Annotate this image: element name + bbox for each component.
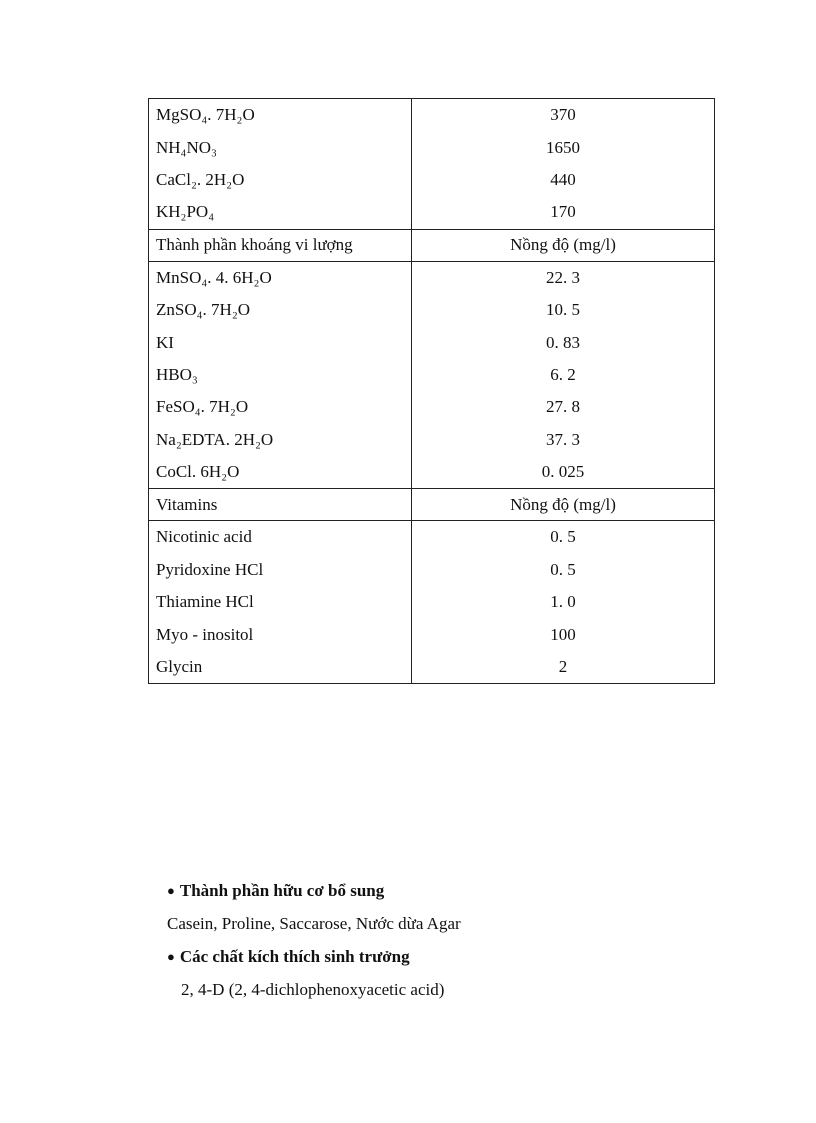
concentration-value: 0. 025	[541, 462, 585, 482]
table-row	[149, 164, 714, 196]
table-row	[149, 262, 714, 294]
concentration-value: 100	[550, 624, 576, 644]
growth-heading	[167, 941, 727, 973]
concentration-value: 27. 8	[546, 397, 580, 417]
concentration-value: 1650	[546, 137, 580, 157]
concentration-value: 1. 0	[550, 592, 576, 612]
compound-name: CoCl. 6H₂O	[149, 456, 412, 488]
compound-name: FeSO₄. 7H₂O	[149, 391, 412, 423]
nutrient-table	[148, 98, 715, 684]
organic-text: Casein, Proline, Saccarose, Nước dừa Agar	[167, 914, 461, 933]
unit-label: Nồng độ (mg/l)	[510, 494, 616, 514]
concentration-value: 170	[550, 202, 576, 222]
vitamin-section	[149, 520, 714, 683]
bullet-icon: ●	[167, 883, 175, 898]
compound-name: HBO₃	[149, 359, 412, 391]
compound-name: CaCl₂. 2H₂O	[149, 164, 412, 196]
table-row	[149, 99, 714, 131]
compound-name: ZnSO₄. 7H₂O	[149, 294, 412, 326]
organic-heading-text: Thành phần hữu cơ bổ sung	[179, 881, 385, 900]
table-row	[149, 586, 714, 618]
table-row	[149, 294, 714, 326]
compound-name: Thiamine HCl	[149, 586, 412, 618]
table-row	[149, 651, 714, 683]
table-header-row	[149, 489, 714, 520]
table-row	[149, 326, 714, 358]
table-row	[149, 521, 714, 553]
section-label: Thành phần khoáng vi lượng	[149, 230, 412, 261]
micro-section	[149, 261, 714, 489]
table-row	[149, 554, 714, 586]
organic-heading	[167, 875, 727, 907]
concentration-value: 37. 3	[546, 429, 580, 449]
table-row	[149, 359, 714, 391]
compound-name: KI	[149, 326, 412, 358]
concentration-value: 2	[558, 657, 568, 677]
compound-name: Glycin	[149, 651, 412, 683]
growth-heading-text: Các chất kích thích sinh trưởng	[179, 947, 410, 966]
compound-name: Pyridoxine HCl	[149, 554, 412, 586]
concentration-value: 0. 5	[550, 559, 576, 579]
table-row	[149, 196, 714, 228]
table-row	[149, 391, 714, 423]
table-row	[149, 456, 714, 488]
table-header-row	[149, 230, 714, 261]
section-label: Vitamins	[149, 489, 412, 520]
compound-name: KH₂PO₄	[149, 196, 412, 228]
compound-name: Na₂EDTA. 2H₂O	[149, 424, 412, 456]
concentration-value: 0. 5	[550, 527, 576, 547]
compound-name: NH₄NO₃	[149, 131, 412, 163]
vitamin-header	[149, 488, 714, 520]
concentration-value: 22. 3	[546, 267, 580, 287]
concentration-value: 0. 83	[546, 332, 580, 352]
compound-name: MnSO₄. 4. 6H₂O	[149, 262, 412, 294]
compound-name: MgSO₄. 7H₂O	[149, 99, 412, 131]
compound-name: Myo - inositol	[149, 618, 412, 650]
growth-text: 2, 4-D (2, 4-dichlophenoxyacetic acid)	[181, 980, 445, 999]
concentration-value: 440	[550, 169, 576, 189]
table-row	[149, 424, 714, 456]
table-row	[149, 131, 714, 163]
concentration-value: 370	[550, 105, 576, 125]
unit-label: Nồng độ (mg/l)	[510, 235, 616, 255]
concentration-value: 10. 5	[546, 300, 580, 320]
micro-header	[149, 229, 714, 261]
concentration-value: 6. 2	[550, 364, 576, 384]
macro-section	[149, 99, 714, 229]
notes-section	[167, 875, 727, 1007]
compound-name: Nicotinic acid	[149, 521, 412, 553]
bullet-icon: ●	[167, 949, 175, 964]
table-row	[149, 618, 714, 650]
